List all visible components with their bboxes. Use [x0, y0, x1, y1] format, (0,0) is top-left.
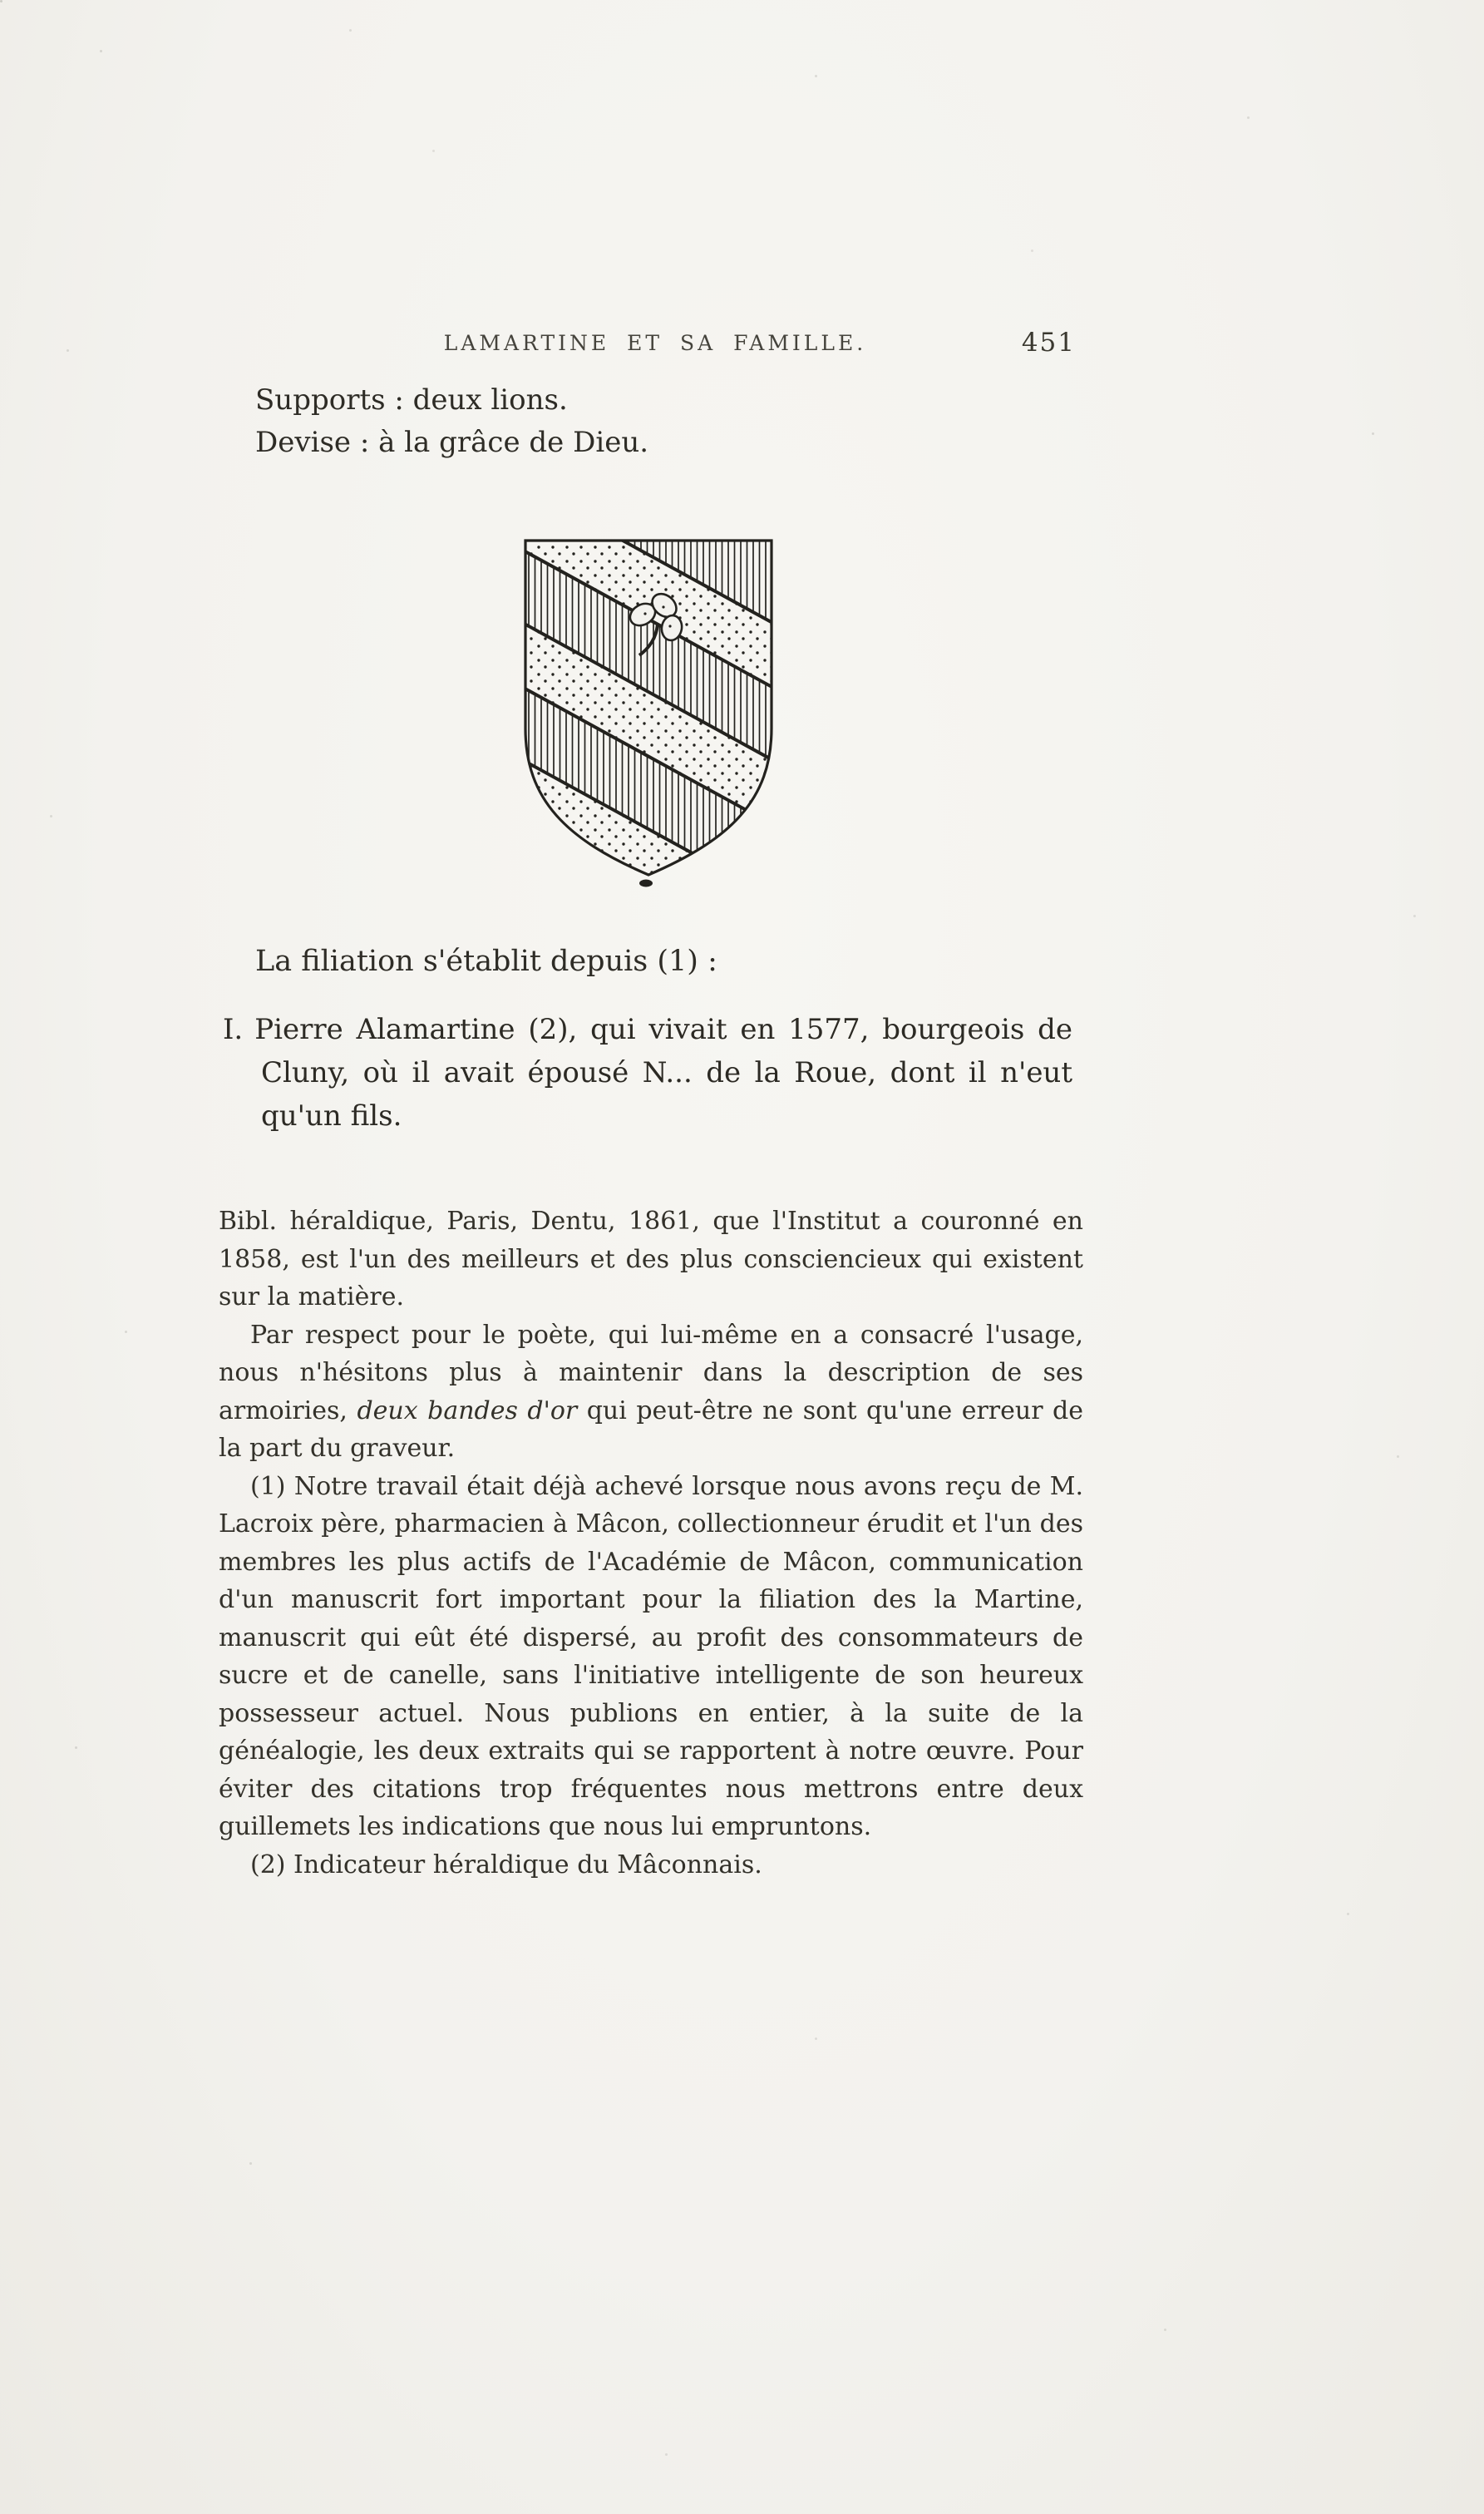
- devise-line: Devise : à la grâce de Dieu.: [255, 426, 649, 459]
- footnote-respect-before: Par respect pour le poète, qui lui-même en a consacré l'usage, nous n'hésitons plus à maintenir dans la description de ses armoiries,: [219, 1320, 1083, 1425]
- header-title: LAMARTINE ET SA FAMILLE.: [443, 331, 867, 355]
- entry-text: Pierre Alamartine (2), qui vivait en 1577, bourgeois de Cluny, où il avait épousé N... de la Roue, dont il n'eut qu'un fils.: [254, 1013, 1072, 1133]
- supports-line: Supports : deux lions.: [255, 383, 568, 417]
- footnote-2: (2) Indicateur héraldique du Mâconnais.: [250, 1850, 762, 1879]
- footnote-respect-after: qui peut-être ne sont qu'une erreur de la part du graveur.: [219, 1395, 1083, 1463]
- footnotes-block: [219, 1203, 1083, 1884]
- footnote-respect: [219, 1316, 1083, 1468]
- coat-of-arms-svg: [507, 529, 790, 895]
- footnote-1: (1) Notre travail était déjà achevé lorsque nous avons reçu de M. Lacroix père, pharmacien à Mâcon, collectionneur érudit et l'un des membres les plus actifs de l'Académie de Mâcon, communication d'un manuscrit fort important pour la filiation des la Martine, manuscrit qui eût été dispersé, au profit des consommateurs de sucre et de canelle, sans l'initiative intelligente de son heureux possesseur actuel. Nous publions en entier, à la suite de la généalogie, les deux extraits qui se rapportent à notre œuvre. Pour éviter des citations trop fréquentes nous mettrons entre deux guillemets les indications que nous lui empruntons.: [219, 1471, 1083, 1841]
- shield-tip-ornament: [639, 880, 653, 887]
- footnote-respect-italic: deux bandes d'or: [357, 1395, 578, 1425]
- running-header: [223, 328, 1087, 358]
- blazon-lines: [255, 379, 648, 464]
- coat-of-arms-illustration: [507, 529, 790, 898]
- filiation-heading: La filiation s'établit depuis (1) :: [255, 945, 717, 978]
- entry-numeral: I.: [223, 1013, 244, 1046]
- page-number: 451: [1021, 328, 1076, 358]
- footnote-continuation: Bibl. héraldique, Paris, Dentu, 1861, que l'Institut a couronné en 1858, est l'un des meilleurs et des plus consciencieux qui existent sur la matière.: [219, 1207, 1083, 1311]
- genealogy-entry: [223, 1008, 1072, 1138]
- scan-noise: [0, 0, 2, 2]
